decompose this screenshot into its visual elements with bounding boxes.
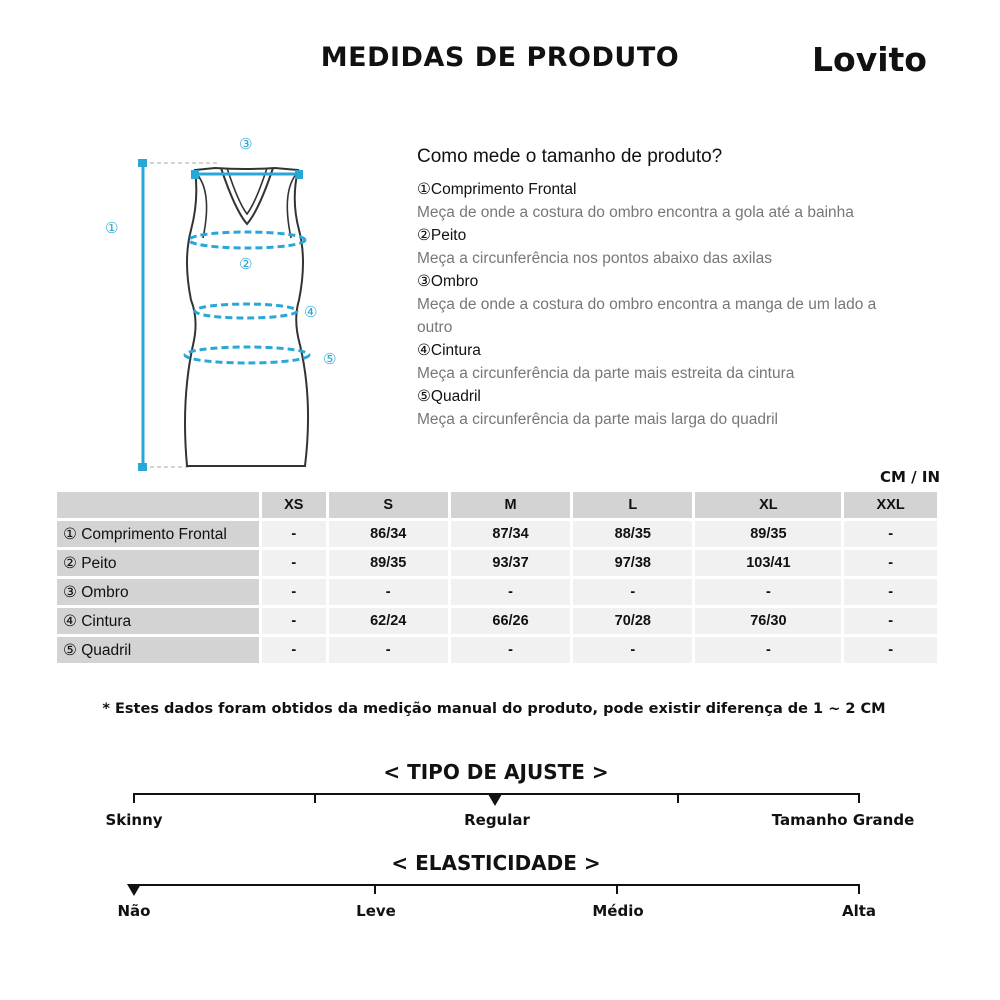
table-cell: 93/37 (451, 550, 570, 576)
table-cell: - (844, 521, 937, 547)
size-table (54, 489, 940, 666)
row-label: ③ Ombro (57, 579, 259, 605)
marker-hip: ⑤ (323, 350, 337, 368)
guide-item-front-length (417, 178, 937, 224)
table-row (57, 550, 937, 576)
table-cell: 62/24 (329, 608, 448, 634)
elasticity-tick (374, 884, 376, 894)
guide-item-desc: Meça de onde a costura do ombro encontra a gola até a bainha (417, 204, 854, 221)
elasticity-title: < ELASTICIDADE > (391, 851, 601, 875)
size-header: XL (695, 492, 841, 518)
table-cell: - (262, 608, 326, 634)
table-row (57, 579, 937, 605)
table-row (57, 608, 937, 634)
fit-label-regular: Regular (464, 811, 530, 829)
table-cell: 89/35 (329, 550, 448, 576)
elasticity-label-none: Não (117, 902, 151, 920)
marker-waist: ④ (304, 303, 318, 321)
size-header: M (451, 492, 570, 518)
table-cell: - (573, 637, 692, 663)
table-cell: 103/41 (695, 550, 841, 576)
table-cell: 87/34 (451, 521, 570, 547)
guide-item-name: ③Ombro (417, 273, 479, 290)
elasticity-label-medium: Médio (592, 902, 644, 920)
table-row (57, 637, 937, 663)
table-cell: 97/38 (573, 550, 692, 576)
guide-item-desc: Meça de onde a costura do ombro encontra a manga de um lado a outro (417, 296, 877, 336)
fit-tick (314, 793, 316, 803)
marker-chest: ② (239, 255, 253, 273)
table-cell: - (329, 637, 448, 663)
fit-pointer-icon (488, 794, 502, 806)
table-row (57, 521, 937, 547)
table-cell: 86/34 (329, 521, 448, 547)
table-cell: - (844, 550, 937, 576)
guide-item-shoulder (417, 270, 937, 339)
table-cell: 89/35 (695, 521, 841, 547)
table-cell: - (451, 579, 570, 605)
size-header: XXL (844, 492, 937, 518)
guide-item-name: ⑤Quadril (417, 388, 481, 405)
fit-tick (858, 793, 860, 803)
table-cell: - (844, 637, 937, 663)
guide-item-desc: Meça a circunferência nos pontos abaixo das axilas (417, 250, 772, 267)
measurement-guide (417, 146, 937, 431)
table-cell: - (695, 579, 841, 605)
table-cell: - (844, 579, 937, 605)
dress-diagram (95, 130, 365, 480)
table-cell: - (262, 637, 326, 663)
fit-tick (133, 793, 135, 803)
table-header-row (57, 492, 937, 518)
table-corner-cell (57, 492, 259, 518)
table-cell: 66/26 (451, 608, 570, 634)
row-label: ④ Cintura (57, 608, 259, 634)
elasticity-label-high: Alta (841, 902, 877, 920)
fit-title: < TIPO DE AJUSTE > (383, 760, 609, 784)
table-cell: 76/30 (695, 608, 841, 634)
table-cell: - (329, 579, 448, 605)
fit-label-oversized: Tamanho Grande (771, 811, 915, 829)
elasticity-pointer-icon (127, 884, 141, 896)
table-cell: 88/35 (573, 521, 692, 547)
units-label: CM / IN (880, 468, 940, 486)
table-cell: - (262, 579, 326, 605)
brand-logo: Lovito (812, 40, 927, 79)
size-header: XS (262, 492, 326, 518)
row-label: ② Peito (57, 550, 259, 576)
marker-front-length: ① (105, 219, 119, 237)
guide-title: Como mede o tamanho de produto? (417, 146, 723, 167)
fit-tick (677, 793, 679, 803)
elasticity-tick (616, 884, 618, 894)
guide-item-desc: Meça a circunferência da parte mais estreita da cintura (417, 365, 795, 382)
row-label: ① Comprimento Frontal (57, 521, 259, 547)
size-header: L (573, 492, 692, 518)
table-cell: 70/28 (573, 608, 692, 634)
table-cell: - (844, 608, 937, 634)
guide-item-chest (417, 224, 937, 270)
guide-item-hip (417, 385, 937, 431)
measurement-note: * Estes dados foram obtidos da medição manual do produto, pode existir diferença de 1 ~ 2 CM (102, 701, 886, 717)
guide-item-desc: Meça a circunferência da parte mais larga do quadril (417, 411, 778, 428)
table-cell: - (451, 637, 570, 663)
guide-item-waist (417, 339, 937, 385)
elasticity-label-light: Leve (356, 902, 396, 920)
elasticity-scale-line (134, 884, 860, 886)
row-label: ⑤ Quadril (57, 637, 259, 663)
guide-item-name: ④Cintura (417, 342, 481, 359)
page-title: MEDIDAS DE PRODUTO (320, 42, 680, 73)
table-cell: - (262, 521, 326, 547)
marker-shoulder: ③ (239, 135, 253, 153)
size-header: S (329, 492, 448, 518)
fit-label-skinny: Skinny (105, 811, 163, 829)
elasticity-tick (858, 884, 860, 894)
table-cell: - (573, 579, 692, 605)
table-cell: - (262, 550, 326, 576)
table-cell: - (695, 637, 841, 663)
guide-item-name: ①Comprimento Frontal (417, 181, 577, 198)
guide-item-name: ②Peito (417, 227, 467, 244)
dress-outline-icon (95, 130, 365, 480)
